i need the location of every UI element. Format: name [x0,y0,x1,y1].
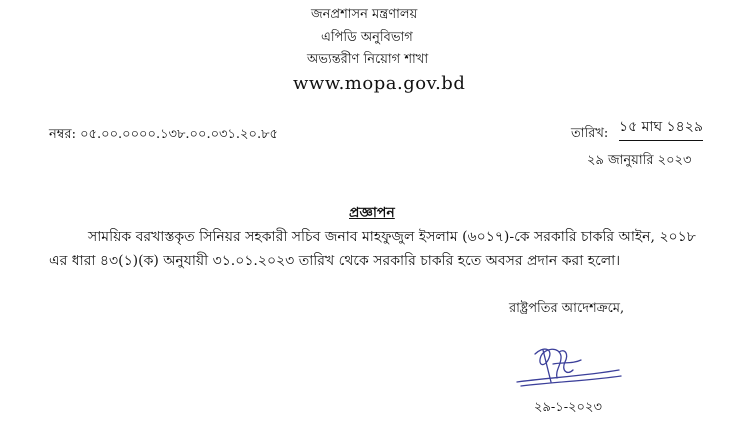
signed-date: ২৯-১-২০২৩ [534,400,602,415]
memo-number [49,125,278,146]
ministry-name: জনপ্রশাসন মন্ত্রণালয় [311,7,418,22]
branch-name: অভ্যন্তরীণ নিয়োগ শাখা [307,52,429,67]
notice-title: প্রজ্ঞাপন [349,205,395,221]
division-name: এপিডি অনুবিভাগ [321,30,413,45]
memo-value: ০৫.০০.০০০০.১৩৮.০০.০৩১.২০.৮৫ [80,127,278,142]
date-label: তারিখ: [571,126,609,141]
notice-line-1: সাময়িক বরখাস্তকৃত সিনিয়র সহকারী সচিব জনাব মাহফুজুল ইসলাম (৬০১৭)-কে সরকারি চাকরি আইন, ২০১৮ [88,229,696,245]
date-bangla: ১৫ মাঘ ১৪২৯ [619,115,703,141]
notice-line-2: এর ধারা ৪৩(১)(ক) অনুযায়ী ৩১.০১.২০২৩ তারিখ থেকে সরকারি চাকরি হতে অবসর প্রদান করা হলো। [49,253,621,269]
signature-icon [515,340,625,392]
website-link[interactable]: www.mopa.gov.bd [293,73,466,94]
president-order-text: রাষ্ট্রপতির আদেশক্রমে, [509,301,625,316]
date-gregorian: ২৯ জানুয়ারি ২০২৩ [587,153,692,168]
memo-label: নম্বর: [49,127,76,142]
